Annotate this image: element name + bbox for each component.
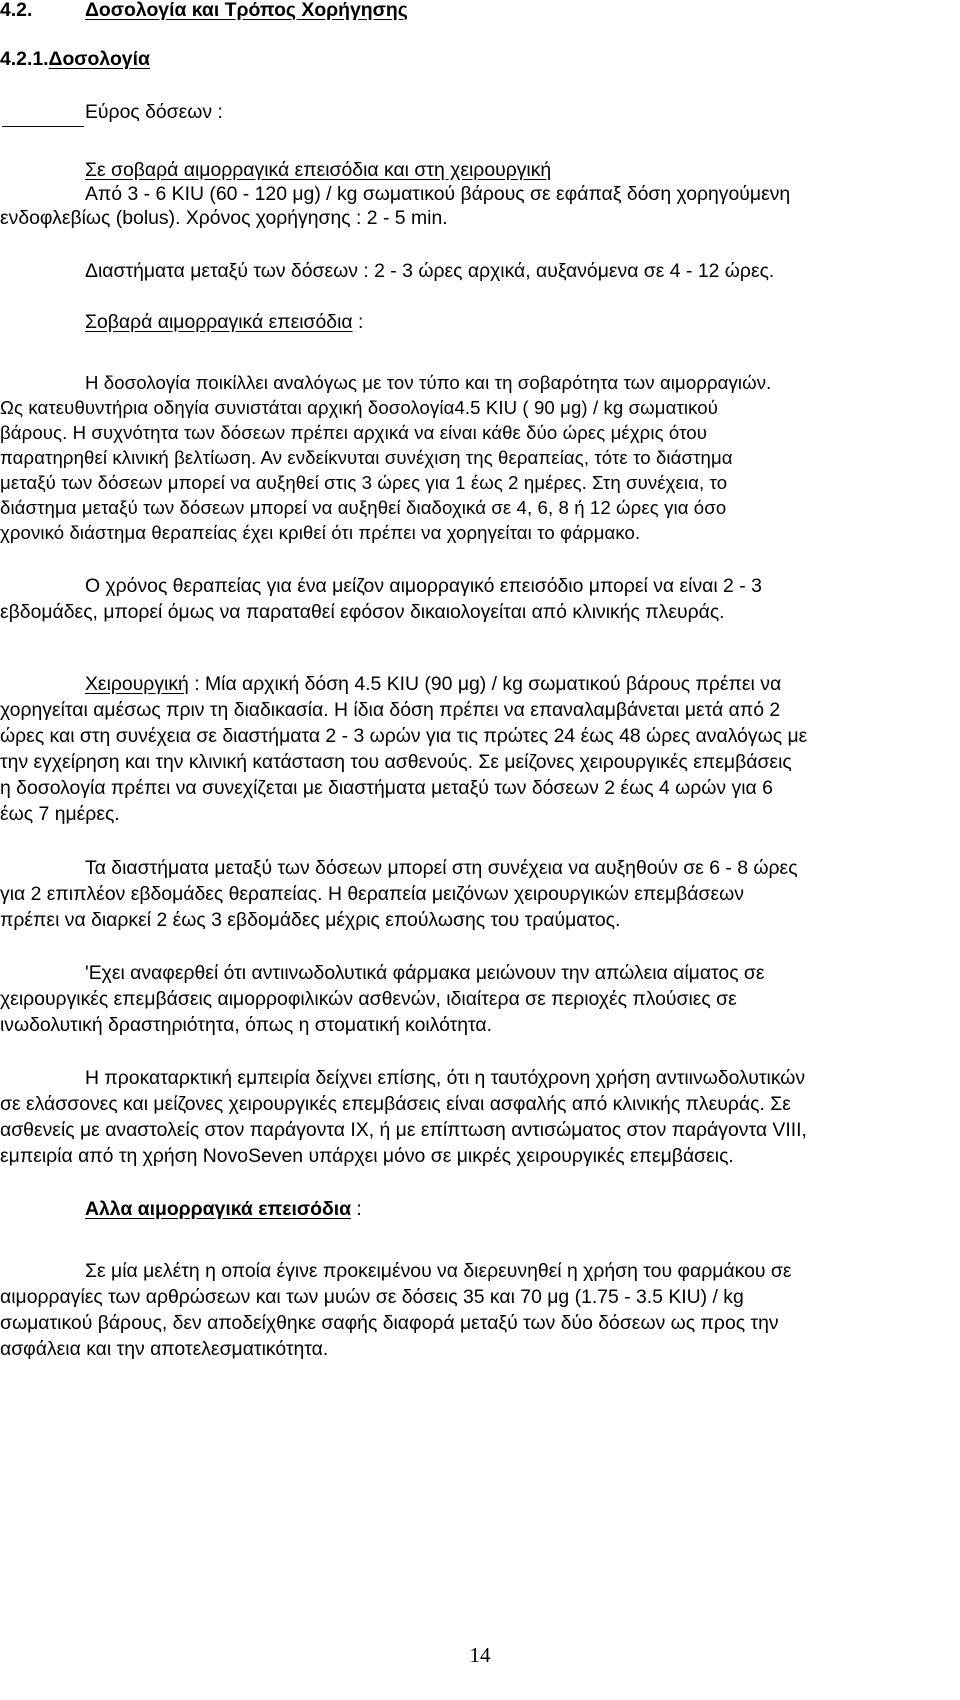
surgery-heading-line <box>85 672 781 696</box>
dose-range-heading: Σε σοβαρά αιμορραγικά επεισόδια και στη χειρουργική <box>85 159 552 181</box>
paragraph-line: ώρες και στη συνέχεια σε διαστήματα 2 - 3 ωρών για τις πρώτες 24 έως 48 ώρες αναλόγως με <box>0 725 808 747</box>
subsection-title: Δοσολογία <box>48 48 150 70</box>
dose-range-line: Από 3 - 6 KIU (60 - 120 μg) / kg σωματικού βάρους σε εφάπαξ δόση χορηγούμενη <box>85 183 791 205</box>
underline-rule <box>2 126 84 127</box>
paragraph-line: Η δοσολογία ποικίλλει αναλόγως με τον τύπο και τη σοβαρότητα των αιμορραγιών. <box>85 372 772 393</box>
paragraph-line: Ως κατευθυντήρια οδηγία συνιστάται αρχική δοσολογία4.5 KIU ( 90 μg) / kg σωματικού <box>0 397 718 418</box>
paragraph-line: Σε μία μελέτη η οποία έγινε προκειμένου να διερευνηθεί η χρήση του φαρμάκου σε <box>85 1260 792 1282</box>
paragraph-line: σε ελάσσονες και μείζονες χειρουργικές επεμβάσεις είναι ασφαλής από κλινικής πλευράς. Σε <box>0 1093 791 1115</box>
other-bleeding-heading: Αλλα αιμορραγικά επεισόδια <box>85 1198 352 1220</box>
paragraph-line: βάρους. Η συχνότητα των δόσεων πρέπει αρχικά να είναι κάθε δύο ώρες μέχρις ότου <box>0 422 707 443</box>
dose-interval-text: Διαστήματα μεταξύ των δόσεων : 2 - 3 ώρες αρχικά, αυξανόμενα σε 4 - 12 ώρες. <box>85 260 775 282</box>
subsection-heading <box>0 47 150 71</box>
paragraph-line: Τα διαστήματα μεταξύ των δόσεων μπορεί στη συνέχεια να αυξηθούν σε 6 - 8 ώρες <box>85 857 798 879</box>
paragraph-line: ινωδολυτική δραστηριότητα, όπως η στοματική κοιλότητα. <box>0 1014 493 1036</box>
paragraph-line: χειρουργικές επεμβάσεις αιμορροφιλικών ασθενών, ιδιαίτερα σε περιοχές πλούσιες σε <box>0 988 737 1010</box>
dose-range-label: Εύρος δόσεων : <box>85 101 223 123</box>
section-title: Δοσολογία και Τρόπος Χορήγησης <box>85 0 408 21</box>
paragraph-line: πρέπει να διαρκεί 2 έως 3 εβδομάδες μέχρις επούλωσης του τραύματος. <box>0 909 621 931</box>
paragraph-line: η δοσολογία πρέπει να συνεχίζεται με διαστήματα μεταξύ των δόσεων 2 έως 4 ωρών για 6 <box>0 777 773 799</box>
other-bleeding-heading-line <box>85 1197 362 1221</box>
severe-bleeding-heading: Σοβαρά αιμορραγικά επεισόδια <box>85 311 353 333</box>
paragraph-line: Η προκαταρκτική εμπειρία δείχνει επίσης, ότι η ταυτόχρονη χρήση αντιινωδολυτικών <box>85 1067 806 1089</box>
severe-bleeding-heading-line <box>85 310 363 334</box>
paragraph-line: αιμορραγίες των αρθρώσεων και των μυών σε δόσεις 35 και 70 μg (1.75 - 3.5 KIU) / kg <box>0 1286 744 1308</box>
paragraph-line: χρονικό διάστημα θεραπείας έχει κριθεί ότι πρέπει να χορηγείται το φάρμακο. <box>0 522 641 543</box>
paragraph-line: ασφάλεια και την αποτελεσματικότητα. <box>0 1338 329 1360</box>
paragraph-line: παρατηρηθεί κλινική βελτίωση. Αν ενδείκνυται συνέχιση της θεραπείας, τότε το διάστημα <box>0 447 733 468</box>
paragraph-line: ασθενείς με αναστολείς στον παράγοντα IX, ή με επίπτωση αντισώματος στον παράγοντα VIII, <box>0 1119 807 1141</box>
paragraph-line: εβδομάδες, μπορεί όμως να παραταθεί εφόσον δικαιολογείται από κλινικής πλευράς. <box>0 601 725 623</box>
heading-colon: : <box>352 311 364 333</box>
page-number: 14 <box>469 1643 491 1667</box>
subsection-number: 4.2.1. <box>0 48 49 70</box>
section-heading <box>0 0 408 22</box>
paragraph-line: σωματικού βάρους, δεν αποδείχθηκε σαφής διαφορά μεταξύ των δύο δόσεων ως προς την <box>0 1312 779 1334</box>
paragraph-line: εμπειρία από τη χρήση NovoSeven υπάρχει μόνο σε μικρές χειρουργικές επεμβάσεις. <box>0 1145 734 1167</box>
dose-range-line: ενδοφλεβίως (bolus). Χρόνος χορήγησης : 2 - 5 min. <box>0 207 448 229</box>
paragraph-line: μεταξύ των δόσεων μπορεί να αυξηθεί στις 3 ώρες για 1 έως 2 ημέρες. Στη συνέχεια, το <box>0 472 728 493</box>
surgery-first-line: : Μία αρχική δόση 4.5 KIU (90 μg) / kg σωματικού βάρους πρέπει να <box>188 673 782 695</box>
paragraph-line: διάστημα μεταξύ των δόσεων μπορεί να αυξηθεί διαδοχικά σε 4, 6, 8 ή 12 ώρες για όσο <box>0 497 727 518</box>
section-number: 4.2. <box>0 0 33 21</box>
heading-colon: : <box>351 1198 362 1220</box>
paragraph-line: Ο χρόνος θεραπείας για ένα μείζον αιμορραγικό επεισόδιο μπορεί να είναι 2 - 3 <box>85 575 762 597</box>
paragraph-line: την εγχείρηση και την κλινική κατάσταση του ασθενούς. Σε μείζονες χειρουργικές επεμβάσεις <box>0 751 792 773</box>
paragraph-line: για 2 επιπλέον εβδομάδες θεραπείας. Η θεραπεία μειζόνων χειρουργικών επεμβάσεων <box>0 883 744 905</box>
paragraph-line: έως 7 ημέρες. <box>0 803 120 825</box>
paragraph-line: χορηγείται αμέσως πριν τη διαδικασία. Η ίδια δόση πρέπει να επαναλαμβάνεται μετά από 2 <box>0 699 781 721</box>
paragraph-line: 'Εχει αναφερθεί ότι αντιινωδολυτικά φάρμακα μειώνουν την απώλεια αίματος σε <box>85 962 765 984</box>
surgery-heading: Χειρουργική <box>85 673 189 695</box>
